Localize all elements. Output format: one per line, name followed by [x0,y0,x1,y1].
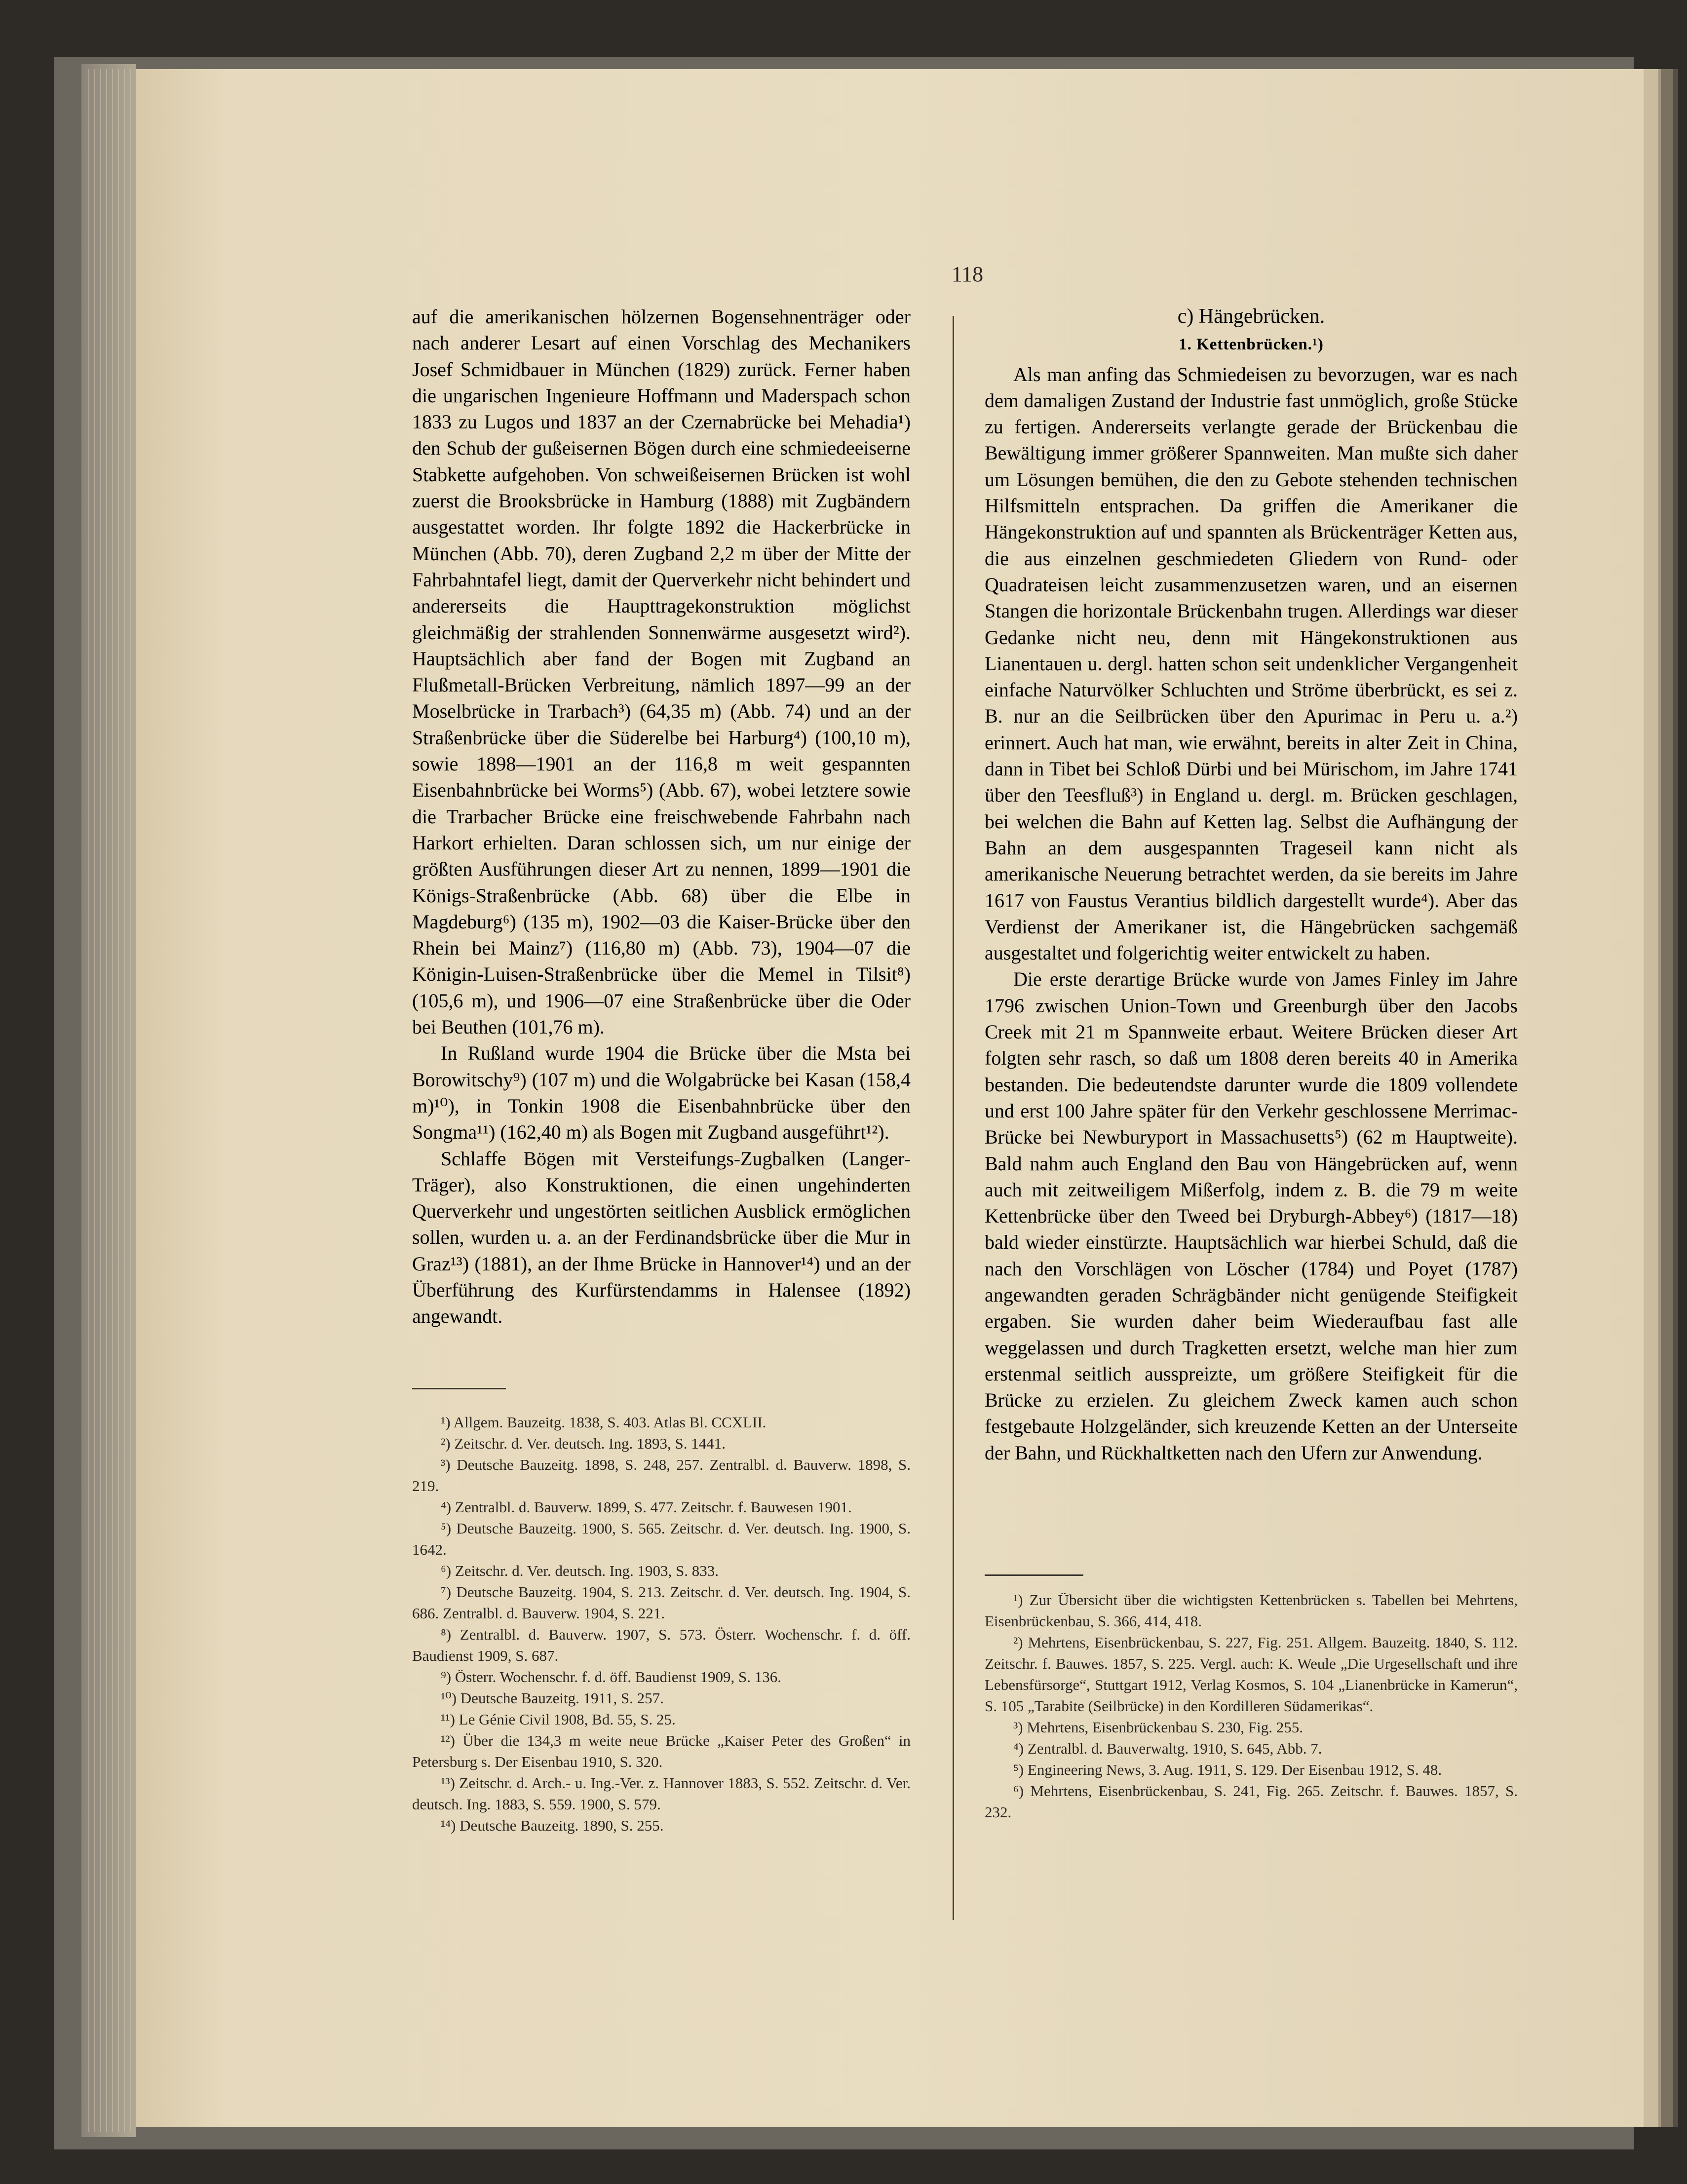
footnote-separator [412,1388,506,1389]
body-paragraph: Schlaffe Bögen mit Versteifungs-Zugbalken (Langer-Träger), also Konstruktionen, die einen ungehinderten Querverkehr und ungestörten seitlichen Ausblick ermöglichen sollen, wurden u. a. an der Ferdinandsbrücke über die Mur in Graz¹³) (1881), an der Ihme Brücke in Hannover¹⁴) und an der Überführung des Kurfürstendamms in Halensee (1892) angewandt. [412,1147,911,1328]
footnote: ⁹) Österr. Wochenschr. f. d. öff. Baudienst 1909, S. 136. [441,1668,781,1686]
footnote: ⁶) Mehrtens, Eisenbrückenbau, S. 241, Fig. 265. Zeitschr. f. Bauwes. 1857, S. 232. [985,1782,1518,1821]
section-heading: c) Hängebrücken. [1177,305,1325,328]
footnote: ¹²) Über die 134,3 m weite neue Brücke „Kaiser Peter des Großen“ in Petersburg s. Der Eisenbau 1910, S. 320. [412,1732,911,1770]
footnote: ¹⁰) Deutsche Bauzeitg. 1911, S. 257. [441,1689,664,1707]
footnote: ⁸) Zentralbl. d. Bauverw. 1907, S. 573. Österr. Wochenschr. f. d. öff. Baudienst 1909, S. 687. [412,1626,911,1664]
footnote: ⁴) Zentralbl. d. Bauverw. 1899, S. 477. Zeitschr. f. Bauwesen 1901. [441,1498,852,1516]
footnote-separator [985,1574,1083,1576]
footnote: ⁷) Deutsche Bauzeitg. 1904, S. 213. Zeitschr. d. Ver. deutsch. Ing. 1904, S. 686. Zentralbl. d. Bauverw. 1904, S. 221. [412,1583,911,1622]
right-column [985,304,1518,1466]
right-footnotes [985,1589,1518,1823]
column-divider [953,316,954,1920]
footnote: ¹¹) Le Génie Civil 1908, Bd. 55, S. 25. [441,1711,676,1728]
footnote: ¹) Allgem. Bauzeitg. 1838, S. 403. Atlas Bl. CCXLII. [441,1414,767,1431]
footnote: ²) Mehrtens, Eisenbrückenbau, S. 227, Fig. 251. Allgem. Bauzeitg. 1840, S. 112. Zeitschr. f. Bauwes. 1857, S. 225. Vergl. auch: K. Weule „Die Urgesellschaft und ihre Lebensfürsorge“, Stuttgart 1912, Verlag Kosmos, S. 104 „Lianenbrücke in Kamerun“, S. 105 „Tarabite (Seilbrücke) in den Kordilleren Südamerikas“. [985,1634,1518,1715]
left-column [412,304,911,1330]
footnote: ¹³) Zeitschr. d. Arch.- u. Ing.-Ver. z. Hannover 1883, S. 552. Zeitschr. d. Ver. deutsch. Ing. 1883, S. 559. 1900, S. 579. [412,1774,911,1813]
page-number: 118 [951,262,984,286]
footnote: ¹⁴) Deutsche Bauzeitg. 1890, S. 255. [441,1817,664,1834]
footnote: ⁴) Zentralbl. d. Bauverwaltg. 1910, S. 645, Abb. 7. [1013,1740,1322,1757]
left-footnotes [412,1412,911,1836]
footnote: ¹) Zur Übersicht über die wichtigsten Kettenbrücken s. Tabellen bei Mehrtens, Eisenbrückenbau, S. 366, 414, 418. [985,1591,1518,1630]
footnote: ⁵) Deutsche Bauzeitg. 1900, S. 565. Zeitschr. d. Ver. deutsch. Ing. 1900, S. 1642. [412,1520,911,1558]
body-paragraph: Als man anfing das Schmiedeisen zu bevorzugen, war es nach dem damaligen Zustand der Industrie fast unmöglich, große Stücke zu fertigen. Andererseits verlangte gerade der Brückenbau die Bewältigung immer größerer Spannweiten. Man mußte sich daher um Lösungen bemühen, die den zu Gebote stehenden technischen Hilfsmitteln entsprachen. Da griffen die Amerikaner die Hängekonstruktion auf und spannten als Brückenträger Ketten aus, die aus einzelnen geschmiedeten Gliedern von Rund- oder Quadrateisen leicht zusammenzusetzen waren, und an eisernen Stangen die horizontale Brückenbahn trugen. Allerdings war dieser Gedanke nicht neu, denn mit Hängekonstruktionen aus Lianentauen u. dergl. hatten schon seit undenklicher Vergangenheit einfache Naturvölker Schluchten und Ströme überbrückt, es sei z. B. nur an die Seilbrücken über den Apurimac in Peru u. a.²) erinnert. Auch hat man, wie erwähnt, bereits in alter Zeit in China, dann in Tibet bei Schloß Dürbi und bei Mürischom, im Jahre 1741 über den Teesfluß³) in England u. dergl. m. Brücken geschlagen, bei welchen die Bahn auf Ketten lag. Selbst die Aufhängung der Bahn an dem ausgespannten Trageseil kann nicht als amerikanische Neuerung betrachtet werden, da sie bereits im Jahre 1617 von Faustus Verantius bildlich dargestellt wurde⁴). Aber das Verdienst der Amerikaner ist, die Hängebrücken sachgemäß ausgestaltet und folgerichtig weiter entwickelt zu haben. [985,363,1518,964]
body-paragraph: In Rußland wurde 1904 die Brücke über die Msta bei Borowitschy⁹) (107 m) und die Wolgabrücke bei Kasan (158,4 m)¹⁰), in Tonkin 1908 die Eisenbahnbrücke über den Songma¹¹) (162,40 m) als Bogen mit Zugband ausgeführt¹²). [412,1042,911,1144]
body-paragraph: auf die amerikanischen hölzernen Bogensehnenträger oder nach anderer Lesart auf einen Vorschlag des Mechanikers Josef Schmidbauer in München (1829) zurück. Ferner haben die ungarischen Ingenieure Hoffmann und Maderspach schon 1833 zu Lugos und 1837 an der Czernabrücke bei Mehadia¹) den Schub der gußeisernen Bögen durch eine schmiedeeiserne Stabkette aufgehoben. Von schweißeisernen Brücken ist wohl zuerst die Brooksbrücke in Hamburg (1888) mit Zugbändern ausgestattet worden. Ihr folgte 1892 die Hackerbrücke in München (Abb. 70), deren Zugband 2,2 m über der Mitte der Fahrbahntafel liegt, damit der Querverkehr nicht behindert und andererseits die Haupttragekonstruktion möglichst gleichmäßig der strahlenden Sonnenwärme ausgesetzt wird²). Hauptsächlich aber fand der Bogen mit Zugband an Flußmetall-Brücken Verbreitung, nämlich 1897—99 an der Moselbrücke in Trarbach³) (64,35 m) (Abb. 74) und an der Straßenbrücke über die Süderelbe bei Harburg⁴) (100,10 m), sowie 1898—1901 an der 116,8 m weit gespannten Eisenbahnbrücke bei Worms⁵) (Abb. 67), wobei letztere sowie die Trarbacher Brücke eine freischwebende Fahrbahn nach Harkort erhielten. Daran schlossen sich, um nur einige der größten Ausführungen dieser Art zu nennen, 1899—1901 die Königs-Straßenbrücke (Abb. 68) über die Elbe in Magdeburg⁶) (135 m), 1902—03 die Kaiser-Brücke über den Rhein bei Mainz⁷) (116,80 m) (Abb. 73), 1904—07 die Königin-Luisen-Straßenbrücke über die Memel in Tilsit⁸) (105,6 m), und 1906—07 eine Straßenbrücke über die Oder bei Beuthen (101,76 m). [412,306,911,1038]
footnote: ³) Deutsche Bauzeitg. 1898, S. 248, 257. Zentralbl. d. Bauverw. 1898, S. 219. [412,1456,911,1494]
footnote: ²) Zeitschr. d. Ver. deutsch. Ing. 1893, S. 1441. [441,1435,726,1452]
subsection-heading: 1. Kettenbrücken.¹) [1179,336,1324,354]
footnote: ⁵) Engineering News, 3. Aug. 1911, S. 129. Der Eisenbau 1912, S. 48. [1013,1761,1442,1778]
footnote: ³) Mehrtens, Eisenbrückenbau S. 230, Fig. 255. [1013,1719,1304,1736]
footnote: ⁶) Zeitschr. d. Ver. deutsch. Ing. 1903, S. 833. [441,1562,719,1579]
body-paragraph: Die erste derartige Brücke wurde von James Finley im Jahre 1796 zwischen Union-Town und Greenburgh über den Jacobs Creek mit 21 m Spannweite erbaut. Weitere Brücken dieser Art folgten sehr rasch, so daß um 1808 deren bereits 40 in Amerika bestanden. Die bedeutendste darunter wurde die 1809 vollendete und erst 100 Jahre später für den Verkehr geschlossene Merrimac-Brücke bei Newburyport in Massachusetts⁵) (62 m Hauptweite). Bald nahm auch England den Bau von Hängebrücken auf, wenn auch mit zeitweiligem Mißerfolg, indem z. B. die 79 m weite Kettenbrücke über den Tweed bei Dryburgh-Abbey⁶) (1817—18) bald wieder einstürzte. Hauptsächlich war hierbei Schuld, daß die nach den Vorschlägen von Löscher (1784) und Poyet (1787) angewandten geraden Schrägbänder nicht genügende Steifigkeit ergaben. Sie wurden daher beim Wiederaufbau fast alle weggelassen und durch Tragketten ersetzt, welche man hier zum erstenmal seitlich ausspreizte, um größere Steifigkeit für die Brücke zu erzielen. Zu gleichem Zweck kamen auch schon festgebaute Holzgeländer, sich kreuzende Ketten an der Unterseite der Bahn, und Rückhaltketten nach den Ufern zur Anwendung. [985,968,1518,1464]
